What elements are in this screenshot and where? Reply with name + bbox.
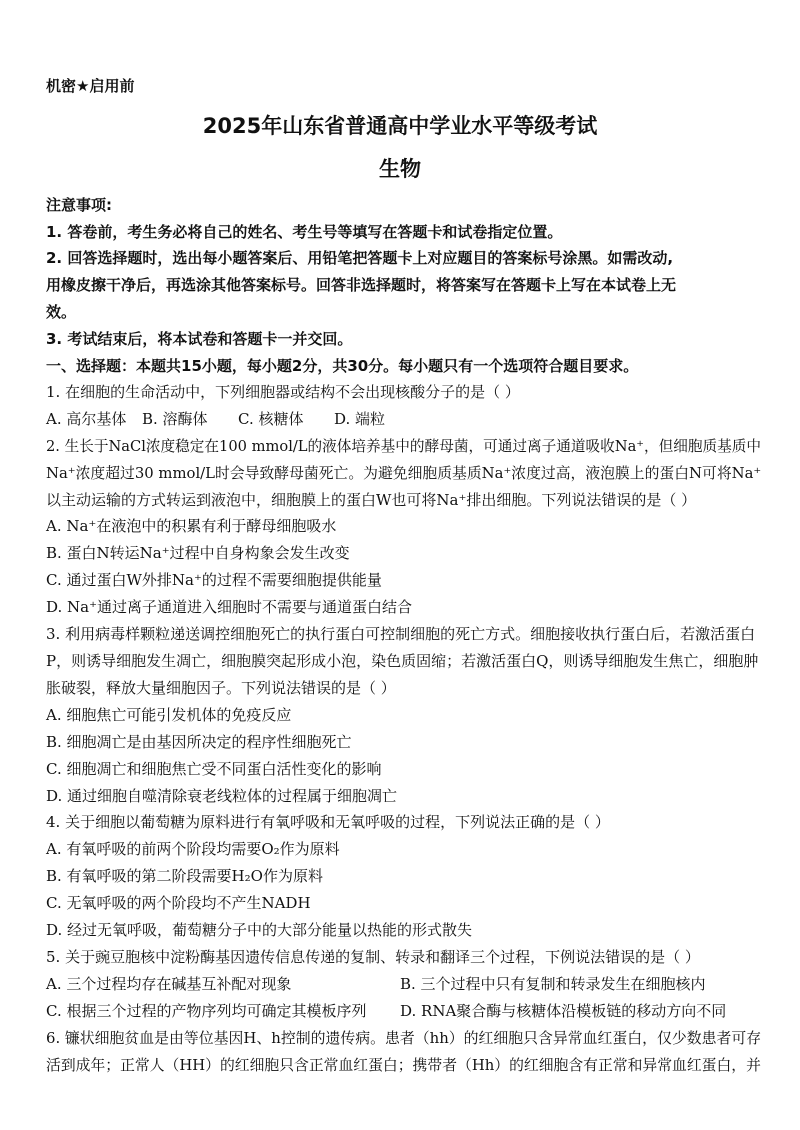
option-a: A. 细胞焦亡可能引发机体的免疫反应 [46, 706, 292, 724]
question-2-line: Na⁺浓度超过30 mmol/L时会导致酵母菌死亡。为避免细胞质基质Na⁺浓度过高，液泡膜上的蛋白N可将Na⁺ [46, 464, 762, 482]
notice-item: 用橡皮擦干净后，再选涂其他答案标号。回答非选择题时，将答案写在答题卡上写在本试卷上无 [46, 276, 677, 294]
option-b: B. 溶酶体 [142, 410, 208, 428]
option-d: D. 经过无氧呼吸，葡萄糖分子中的大部分能量以热能的形式散失 [46, 921, 473, 939]
notice-item: 1. 答卷前，考生务必将自己的姓名、考生号等填写在答题卡和试卷指定位置。 [46, 223, 563, 241]
option-a: A. Na⁺在液泡中的积累有利于酵母细胞吸水 [46, 517, 337, 535]
option-c: C. 通过蛋白W外排Na⁺的过程不需要细胞提供能量 [46, 571, 382, 589]
option-b: B. 三个过程中只有复制和转录发生在细胞核内 [400, 975, 706, 993]
question-3-line: 胀破裂，释放大量细胞因子。下列说法错误的是（ ） [46, 679, 396, 697]
notice-item: 3. 考试结束后，将本试卷和答题卡一并交回。 [46, 330, 353, 348]
notice-heading: 注意事项: [46, 196, 112, 214]
option-c: C. 根据三个过程的产物序列均可确定其模板序列 [46, 1002, 367, 1020]
option-b: B. 蛋白N转运Na⁺过程中自身构象会发生改变 [46, 544, 350, 562]
exam-title: 2025年山东省普通高中学业水平等级考试 [202, 114, 598, 138]
question-1-options [46, 409, 385, 429]
option-b: B. 细胞凋亡是由基因所决定的程序性细胞死亡 [46, 733, 352, 751]
question-2-line: 2. 生长于NaCl浓度稳定在100 mmol/L的液体培养基中的酵母菌，可通过离子通道吸收Na⁺，但细胞质基质中 [46, 437, 762, 455]
option-c: C. 无氧呼吸的两个阶段均不产生NADH [46, 894, 311, 912]
option-d: D. 通过细胞自噬清除衰老线粒体的过程属于细胞凋亡 [46, 787, 398, 805]
notice-item: 效。 [46, 303, 77, 321]
question-5-stem: 5. 关于豌豆胞核中淀粉酶基因遗传信息传递的复制、转录和翻译三个过程，下例说法错误的是（ ） [46, 948, 700, 966]
option-d: D. Na⁺通过离子通道进入细胞时不需要与通道蛋白结合 [46, 598, 413, 616]
option-d: D. RNA聚合酶与核糖体沿模板链的移动方向不同 [400, 1002, 727, 1020]
question-6-line: 活到成年；正常人（HH）的红细胞只含正常血红蛋白；携带者（Hh）的红细胞含有正常和异常血红蛋白，并 [46, 1056, 761, 1074]
question-3-line: 3. 利用病毒样颗粒递送调控细胞死亡的执行蛋白可控制细胞的死亡方式。细胞接收执行蛋白后，若激活蛋白 [46, 625, 756, 643]
question-6-line: 6. 镰状细胞贫血是由等位基因H、h控制的遗传病。患者（hh）的红细胞只含异常血红蛋白，仅少数患者可存 [46, 1029, 762, 1047]
question-3-line: P，则诱导细胞发生凋亡，细胞膜突起形成小泡，染色质固缩；若激活蛋白Q，则诱导细胞发生焦亡，细胞肿 [46, 652, 759, 670]
option-d: D. 端粒 [334, 410, 386, 428]
question-2-line: 以主动运输的方式转运到液泡中，细胞膜上的蛋白W也可将Na⁺排出细胞。下列说法错误的是（ ） [46, 491, 697, 509]
option-b: B. 有氧呼吸的第二阶段需要H₂O作为原料 [46, 867, 323, 885]
option-c: C. 核糖体 [238, 410, 304, 428]
subject-title: 生物 [379, 157, 421, 181]
confidential-label: 机密★启用前 [46, 77, 135, 95]
question-1-stem: 1. 在细胞的生命活动中，下列细胞器或结构不会出现核酸分子的是（ ） [46, 383, 520, 401]
option-a: A. 高尔基体 [46, 410, 127, 428]
notice-item: 2. 回答选择题时，选出每小题答案后、用铅笔把答题卡上对应题目的答案标号涂黑。如需改动, [46, 249, 674, 267]
question-4-stem: 4. 关于细胞以葡萄糖为原料进行有氧呼吸和无氧呼吸的过程，下列说法正确的是（ ） [46, 813, 610, 831]
option-c: C. 细胞凋亡和细胞焦亡受不同蛋白活性变化的影响 [46, 760, 382, 778]
section-heading: 一、选择题：本题共15小题，每小题2分，共30分。每小题只有一个选项符合题目要求。 [46, 357, 639, 375]
option-a: A. 有氧呼吸的前两个阶段均需要O₂作为原料 [46, 840, 340, 858]
option-a: A. 三个过程均存在碱基互补配对现象 [46, 975, 292, 993]
